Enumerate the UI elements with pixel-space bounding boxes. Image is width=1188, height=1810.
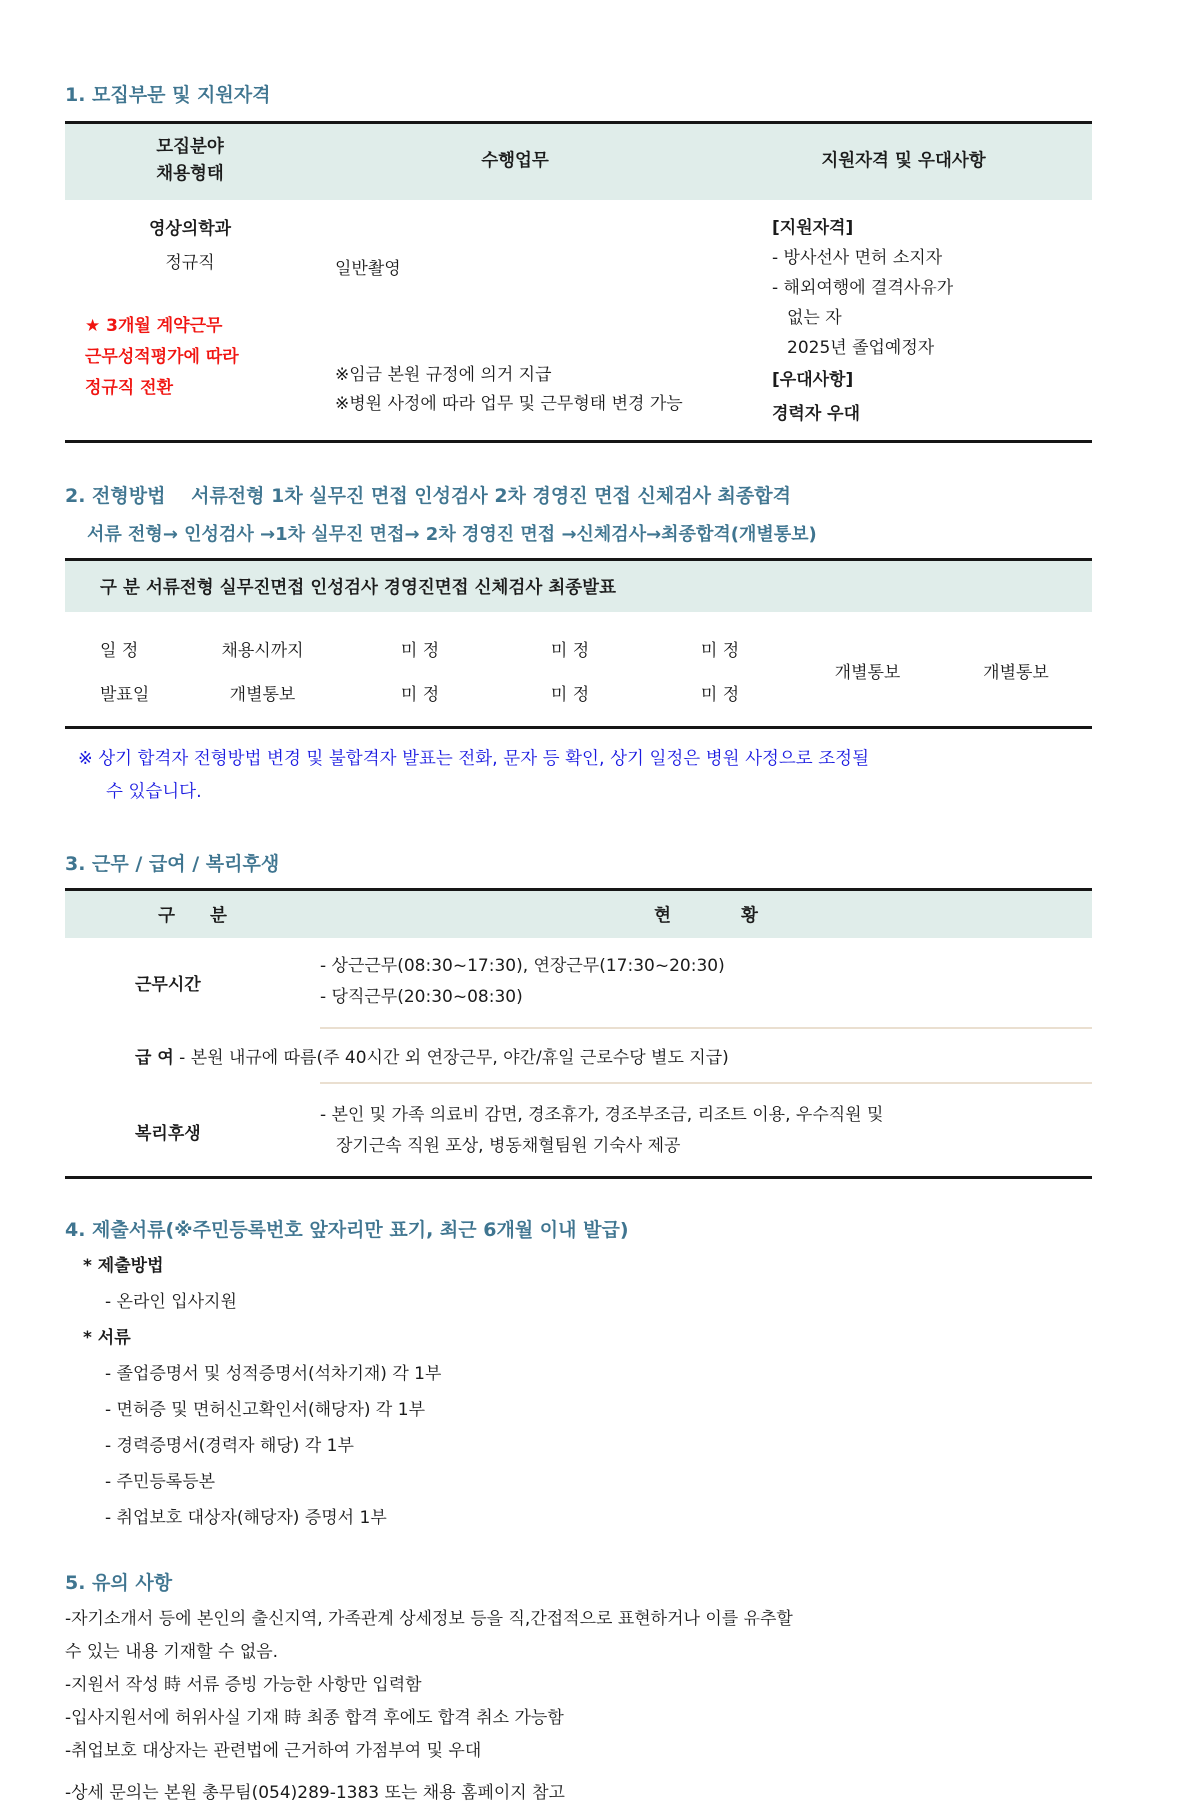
salary-label: 급 여 bbox=[135, 1048, 174, 1068]
section2-process-flow: 서류 전형→ 인성검사 →1차 실무진 면접→ 2차 경영진 면접 →신체검사→최종합격(개별통보) bbox=[87, 524, 817, 545]
recruit-table bbox=[65, 121, 1092, 443]
document-item: - 주민등록등본 bbox=[105, 1472, 216, 1492]
submission-method-header: * 제출방법 bbox=[83, 1256, 164, 1276]
caution-item: -자기소개서 등에 본인의 출신지역, 가족관계 상세정보 등을 직,간접적으로 표현하거나 이를 유추할 bbox=[65, 1609, 793, 1629]
header-qualifications: 지원자격 및 우대사항 bbox=[821, 150, 986, 171]
caution-item: -지원서 작성 時 서류 증빙 가능한 사항만 입력함 bbox=[65, 1675, 422, 1695]
recruit-col-duties bbox=[315, 200, 715, 440]
schedule-cell: 미 정 bbox=[550, 640, 590, 661]
duty-note-line: ※임금 본원 규정에 의거 지급 bbox=[335, 365, 552, 385]
section2-title: 2. 전형방법 서류전형 1차 실무진 면접 인성검사 2차 경영진 면접 신체검사 최종합격 bbox=[65, 485, 791, 507]
section3-title: 3. 근무 / 급여 / 복리후생 bbox=[65, 853, 280, 875]
header-field: 모집분야 bbox=[156, 137, 224, 157]
worktime-row bbox=[65, 938, 1092, 1017]
contract-notice-line: ★ 3개월 계약근무 bbox=[85, 316, 223, 336]
welfare-line: - 본인 및 가족 의료비 감면, 경조휴가, 경조부조금, 리조트 이용, 우수직원 및 bbox=[320, 1105, 884, 1125]
employment-type: 정규직 bbox=[165, 253, 215, 273]
header-employment-type: 채용형태 bbox=[156, 164, 224, 184]
job-notice-page bbox=[65, 0, 1092, 1810]
worktime-content bbox=[320, 951, 1092, 1013]
contract-notice-line: 근무성적평가에 따라 bbox=[85, 347, 239, 367]
section5-title: 5. 유의 사항 bbox=[65, 1572, 173, 1594]
row-separator bbox=[320, 1027, 1092, 1029]
caution-item: -입사지원서에 허위사실 기재 時 최종 합격 후에도 합격 취소 가능함 bbox=[65, 1708, 564, 1728]
header-duties: 수행업무 bbox=[481, 150, 549, 171]
schedule-cell: 미 정 bbox=[400, 684, 440, 705]
caution-item: 수 있는 내용 기재할 수 없음. bbox=[65, 1642, 279, 1662]
welfare-label: 복리후생 bbox=[135, 1123, 201, 1144]
section1-title: 1. 모집부문 및 지원자격 bbox=[65, 84, 271, 106]
recruit-table-body bbox=[65, 200, 1092, 440]
header-field-type bbox=[65, 134, 315, 188]
caution-list bbox=[65, 1603, 1092, 1810]
schedule-cell: 미 정 bbox=[700, 684, 740, 705]
documents-header: * 서류 bbox=[83, 1328, 131, 1348]
preference-item: 경력자 우대 bbox=[772, 404, 861, 424]
schedule-cell-merged: 개별통보 bbox=[983, 662, 1049, 683]
qualification-item: - 해외여행에 결격사유가 bbox=[772, 278, 954, 298]
duty-note-line: ※병원 사정에 따라 업무 및 근무형태 변경 가능 bbox=[335, 394, 683, 414]
document-item: - 면허증 및 면허신고확인서(해당자) 각 1부 bbox=[105, 1400, 425, 1420]
preference-header: [우대사항] bbox=[772, 370, 854, 390]
recruit-col-qualifications bbox=[715, 200, 1092, 440]
schedule-row-label: 발표일 bbox=[100, 684, 150, 705]
schedule-cell: 채용시까지 bbox=[221, 640, 304, 661]
schedule-cell: 개별통보 bbox=[229, 684, 296, 705]
worktime-line: - 상근근무(08:30~17:30), 연장근무(17:30~20:30) bbox=[320, 956, 725, 976]
contract-notice-line: 정규직 전환 bbox=[85, 378, 174, 398]
schedule-cell-merged: 개별통보 bbox=[834, 662, 901, 683]
schedule-cell: 미 정 bbox=[400, 640, 440, 661]
schedule-cell: 미 정 bbox=[700, 640, 740, 661]
department-name: 영상의학과 bbox=[148, 219, 232, 239]
schedule-cell: 미 정 bbox=[550, 684, 590, 705]
welfare-line: 장기근속 직원 포상, 병동채혈팀원 기숙사 제공 bbox=[336, 1136, 681, 1156]
contract-notice bbox=[65, 311, 315, 404]
work-conditions-header bbox=[65, 891, 1092, 938]
submission-method-item: - 온라인 입사지원 bbox=[105, 1292, 237, 1312]
caution-item: -취업보호 대상자는 관련법에 근거하여 가점부여 및 우대 bbox=[65, 1741, 482, 1761]
worktime-line: - 당직근무(20:30~08:30) bbox=[320, 987, 523, 1007]
welfare-content bbox=[320, 1100, 1092, 1162]
schedule-note-line: ※ 상기 합격자 전형방법 변경 및 불합격자 발표는 전화, 문자 등 확인, 상기 일정은 병원 사정으로 조정될 bbox=[78, 749, 869, 769]
document-item: - 졸업증명서 및 성적증명서(석차기재) 각 1부 bbox=[105, 1364, 442, 1384]
salary-text: - 본원 내규에 따름(주 40시간 외 연장근무, 야간/휴일 근로수당 별도 지급) bbox=[173, 1048, 729, 1068]
caution-item-contact: -상세 문의는 본원 총무팀(054)289-1383 또는 채용 홈페이지 참고 bbox=[65, 1783, 565, 1803]
duty-notes bbox=[335, 361, 715, 419]
recruit-table-header bbox=[65, 124, 1092, 200]
qualification-header: [지원자격] bbox=[772, 218, 854, 238]
document-item: - 취업보호 대상자(해당자) 증명서 1부 bbox=[105, 1508, 387, 1528]
work-conditions-table bbox=[65, 888, 1092, 1179]
row-separator bbox=[320, 1082, 1092, 1084]
qualification-item: 2025년 졸업예정자 bbox=[787, 338, 935, 358]
schedule-table-header: 구 분 서류전형 실무진면접 인성검사 경영진면접 신체검사 최종발표 bbox=[65, 561, 1092, 612]
salary-row bbox=[65, 1039, 1092, 1072]
section4-title: 4. 제출서류(※주민등록번호 앞자리만 표기, 최근 6개월 이내 발급) bbox=[65, 1219, 629, 1241]
recruit-col-field bbox=[65, 200, 315, 440]
duty-text: 일반촬영 bbox=[335, 259, 401, 279]
schedule-table bbox=[65, 558, 1092, 729]
schedule-note-line: 수 있습니다. bbox=[106, 782, 202, 802]
schedule-note bbox=[65, 743, 1092, 809]
qualification-item: - 방사선사 면허 소지자 bbox=[772, 248, 943, 268]
schedule-row-label: 일 정 bbox=[100, 640, 139, 661]
header-category: 구 분 bbox=[158, 906, 227, 926]
schedule-table-body bbox=[65, 612, 1092, 726]
header-status: 현 황 bbox=[654, 906, 758, 926]
worktime-label: 근무시간 bbox=[135, 974, 201, 995]
welfare-row bbox=[65, 1094, 1092, 1176]
qualification-item: 없는 자 bbox=[787, 308, 842, 328]
submission-list bbox=[65, 1248, 1092, 1536]
document-item: - 경력증명서(경력자 해당) 각 1부 bbox=[105, 1436, 354, 1456]
